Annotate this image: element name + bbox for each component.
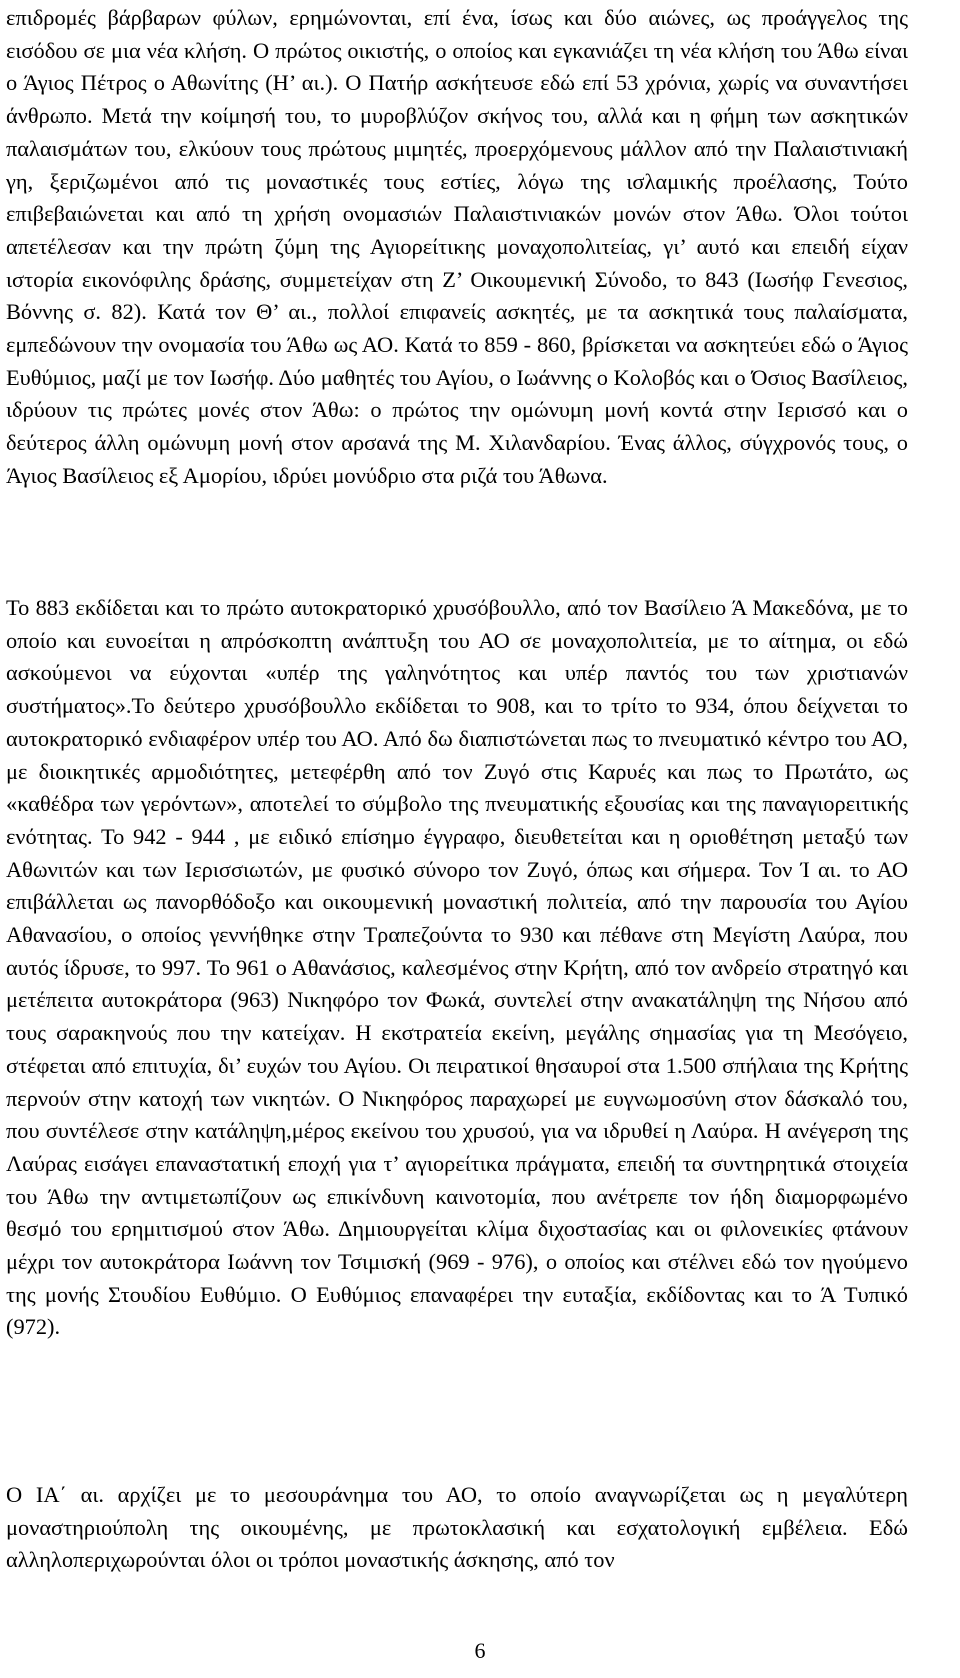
- body-paragraph: επιδρομές βάρβαρων φύλων, ερημώνονται, επί ένα, ίσως και δύο αιώνες, ως προάγγελος της εισόδου σε μια νέα κλήση. Ο πρώτος οικιστής, ο οποίος και εγκανιάζει τη νέα κλήση του Άθω είναι ο Άγιος Πέτρος ο Αθωνίτης (Η’ αι.). Ο Πατήρ ασκήτευσε εδώ επί 53 χρόνια, χωρίς να συναντήσει άνθρωπο. Μετά την κοίμησή του, το μυροβλύζον σκήνος του, αλλά και η φήμη των ασκητικών παλαισμάτων του, ελκύουν τους πρώτους μιμητές, προερχόμενους μάλλον από την Παλαιστινιακή γη, ξεριζωμένοι από τις μοναστικές τους εστίες, λόγω της ισλαμικής προέλασης, Τούτο επιβεβαιώνεται και από τη χρήση ονομασιών Παλαιστινιακών μονών στον Άθω. Όλοι τούτοι απετέλεσαν και την πρώτη ζύμη της Αγιορείτικης μοναχοπολιτείας, γι’ αυτό και επειδή είχαν ιστορία εικονόφιλης δράσης, συμμετείχαν στη Ζ’ Οικουμενική Σύνοδο, το 843 (Ιωσήφ Γενεσιος, Βόννης σ. 82). Κατά τον Θ’ αι., πολλοί επιφανείς ασκητές, με τα ασκητικά τους παλαίσματα, εμπεδώνουν την ονομασία του Άθω ως ΑΟ. Κατά το 859 - 860, βρίσκεται να ασκητεύει εδώ ο Άγιος Ευθύμιος, μαζί με τον Ιωσήφ. Δύο μαθητές του Αγίου, ο Ιωάννης ο Κολοβός και ο Όσιος Βασίλειος, ιδρύουν τις πρώτες μονές στον Άθω: ο πρώτος την ομώνυμη μονή κοντά στην Ιερισσό και ο δεύτερος άλλη ομώνυμη μονή στον αρσανά της Μ. Χιλανδαρίου. Ένας άλλος, σύγχρονός τους, ο Άγιος Βασίλειος εξ Αμορίου, ιδρύει μονύδριο στα ριζά του Άθωνα.: [6, 5, 908, 488]
- page-number: 6: [474, 1638, 486, 1663]
- body-paragraph: Ο ΙΑ΄ αι. αρχίζει με το μεσουράνημα του ΑΟ, το οποίο αναγνωρίζεται ως η μεγαλύτερη μοναστηριούπολη της οικουμένης, με πρωτοκλασική και εσχατολογική εμβέλεια. Εδώ αλληλοπεριχωρούνται όλοι οι τρόποι μοναστικής άσκησης, από τον: [6, 1482, 908, 1573]
- body-paragraph: Το 883 εκδίδεται και το πρώτο αυτοκρατορικό χρυσόβουλλο, από τον Βασίλειο Ά Μακεδόνα, με το οποίο και ευνοείται η απρόσκοπτη ανάπτυξη του ΑΟ σε μοναχοπολιτεία, με το αίτημα, οι εδώ ασκούμενοι να εύχονται «υπέρ της γαληνότητος και υπέρ παντός του των χριστιανών συστήματος».Το δεύτερο χρυσόβουλλο εκδίδεται το 908, και το τρίτο το 934, όπου δείχνεται το αυτοκρατορικό ενδιαφέρον υπέρ του ΑΟ. Από δω διαπιστώνεται πως το πνευματικό κέντρο του ΑΟ, με διοικητικές αρμοδιότητες, μετεφέρθη από τον Ζυγό στις Καρυές και πως το Πρωτάτο, ως «καθέδρα των γερόντων», αποτελεί το σύμβολο της πνευματικής εξουσίας και της παναγιορειτικής ενότητας. Το 942 - 944 , με ειδικό επίσημο έγγραφο, διευθετείται και η οριοθέτηση μεταξύ των Αθωνιτών και των Ιερισσιωτών, με φυσικό σύνορο τον Ζυγό, όπως και σήμερα. Τον Ί αι. το ΑΟ επιβάλλεται ως πανορθόδοξο και οικουμενική μοναστική πολιτεία, από την παρουσία του Αγίου Αθανασίου, ο οποίος γεννήθηκε στην Τραπεζούντα το 930 και πέθανε στη Μεγίστη Λαύρα, που αυτός ίδρυσε, το 997. Το 961 ο Αθανάσιος, καλεσμένος στην Κρήτη, από τον ανδρείο στρατηγό και μετέπειτα αυτοκράτορα (963) Νικηφόρο τον Φωκά, συντελεί στην ανακατάληψη της Νήσου από τους σαρακηνούς που την κατείχαν. Η εκστρατεία εκείνη, μεγάλης σημασίας για τη Μεσόγειο, στέφεται από επιτυχία, δι’ ευχών του Αγίου. Οι πειρατικοί θησαυροί στα 1.500 σπήλαια της Κρήτης περνούν στην κατοχή των νικητών. Ο Νικηφόρος παραχωρεί με ευγνωμοσύνη στον δάσκαλό του, που συντέλεσε στην κατάληψη,μέρος εκείνου του χρυσού, για να ιδρυθεί η Λαύρα. Η ανέγερση της Λαύρας εισάγει επαναστατική εποχή για τ’ αγιορείτικα πράγματα, επειδή τα συντηρητικά στοιχεία του Άθω την αντιμετωπίζουν ως επικίνδυνη καινοτομία, που ανέτρεπε τον ήδη διαμορφωμένο θεσμό του ερημιτισμού στον Άθω. Δημιουργείται κλίμα διχοστασίας και οι φιλονεικίες φτάνουν μέχρι τον αυτοκράτορα Ιωάννη τον Τσιμισκή (969 - 976), ο οποίος και στέλνει εδώ τον ηγούμενο της μονής Στουδίου Ευθύμιο. Ο Ευθύμιος επαναφέρει την ευταξία, εκδίδοντας και το Ά Τυπικό (972).: [6, 595, 908, 1340]
